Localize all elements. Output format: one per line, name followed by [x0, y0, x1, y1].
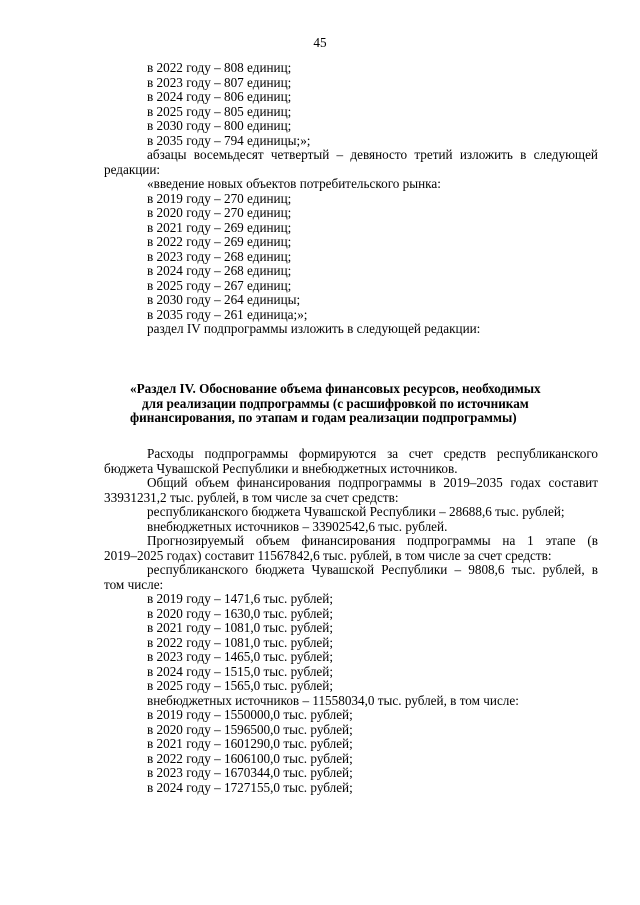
list-item: в 2024 году – 1515,0 тыс. рублей;: [147, 663, 333, 679]
paragraph: Общий объем финансирования подпрограммы в 2019–2035 годах составит: [147, 475, 598, 490]
top-section: [104, 61, 598, 337]
list-item: в 2023 году – 807 единиц;: [147, 74, 292, 90]
list-item: в 2025 году – 1565,0 тыс. рублей;: [147, 678, 333, 693]
paragraph-end: 33931231,2 тыс. рублей, в том числе за счет средств:: [104, 489, 399, 505]
amendment-paragraph-end: редакции:: [104, 161, 161, 177]
heading-line: для реализации подпрограммы (с расшифровкой по источникам: [142, 395, 529, 411]
heading-line: финансирования, по этапам и годам реализации подпрограммы): [130, 410, 517, 425]
list-item: в 2030 году – 264 единицы;: [147, 292, 301, 307]
list-item: в 2020 году – 270 единиц;: [147, 205, 292, 220]
paragraph-end: том числе:: [104, 576, 164, 592]
amendment-instruction: раздел IV подпрограммы изложить в следующей редакции:: [147, 321, 481, 336]
list-item: в 2020 году – 1630,0 тыс. рублей;: [147, 605, 333, 621]
list-item: в 2019 году – 270 единиц;: [147, 190, 292, 206]
paragraph: внебюджетных источников – 11558034,0 тыс. рублей, в том числе:: [147, 692, 519, 708]
list-item: в 2021 году – 1601290,0 тыс. рублей;: [147, 736, 353, 751]
paragraph: республиканского бюджета Чувашской Республики – 28688,6 тыс. рублей;: [147, 504, 565, 519]
list-item: в 2025 году – 267 единиц;: [147, 277, 292, 293]
body-section: [104, 447, 598, 795]
list-item: в 2023 году – 1465,0 тыс. рублей;: [147, 649, 333, 664]
list-item: «введение новых объектов потребительского рынка:: [147, 176, 441, 191]
list-item: в 2023 году – 268 единиц;: [147, 248, 292, 264]
list-item: в 2019 году – 1550000,0 тыс. рублей;: [147, 707, 353, 722]
list-item: в 2025 году – 805 единиц;: [147, 103, 292, 119]
list-item: в 2023 году – 1670344,0 тыс. рублей;: [147, 765, 353, 780]
list-item: в 2022 году – 269 единиц;: [147, 234, 292, 249]
list-item: в 2022 году – 1606100,0 тыс. рублей;: [147, 750, 353, 766]
list-item: в 2022 году – 808 единиц;: [147, 60, 292, 75]
list-item: в 2024 году – 806 единиц;: [147, 89, 292, 104]
list-item: в 2021 году – 1081,0 тыс. рублей;: [147, 620, 333, 635]
list-item: в 2024 году – 1727155,0 тыс. рублей;: [147, 779, 353, 795]
paragraph: республиканского бюджета Чувашской Республики – 9808,6 тыс. рублей, в: [147, 562, 598, 577]
paragraph: Прогнозируемый объем финансирования подпрограммы на 1 этапе (в: [147, 533, 598, 548]
list-item: в 2035 году – 794 единицы;»;: [147, 132, 311, 148]
page-number: 45: [313, 35, 327, 50]
paragraph: Расходы подпрограммы формируются за счет средств республиканского: [147, 446, 598, 461]
list-item: в 2030 году – 800 единиц;: [147, 118, 292, 133]
list-item: в 2024 году – 268 единиц;: [147, 263, 292, 278]
heading-line: «Раздел IV. Обоснование объема финансовых ресурсов, необходимых: [130, 381, 541, 396]
paragraph-end: 2019–2025 годах) составит 11567842,6 тыс. рублей, в том числе за счет средств:: [104, 547, 552, 563]
list-item: в 2021 году – 269 единиц;: [147, 219, 292, 235]
list-item: в 2035 году – 261 единица;»;: [147, 306, 308, 322]
paragraph-end: бюджета Чувашской Республики и внебюджетных источников.: [104, 460, 458, 476]
paragraph: внебюджетных источников – 33902542,6 тыс. рублей.: [147, 518, 448, 534]
list-item: в 2022 году – 1081,0 тыс. рублей;: [147, 634, 333, 650]
list-item: в 2019 году – 1471,6 тыс. рублей;: [147, 591, 333, 606]
list-item: в 2020 году – 1596500,0 тыс. рублей;: [147, 721, 353, 737]
section-heading: [104, 382, 598, 426]
amendment-paragraph: абзацы восемьдесят четвертый – девяносто третий изложить в следующей: [147, 147, 598, 162]
